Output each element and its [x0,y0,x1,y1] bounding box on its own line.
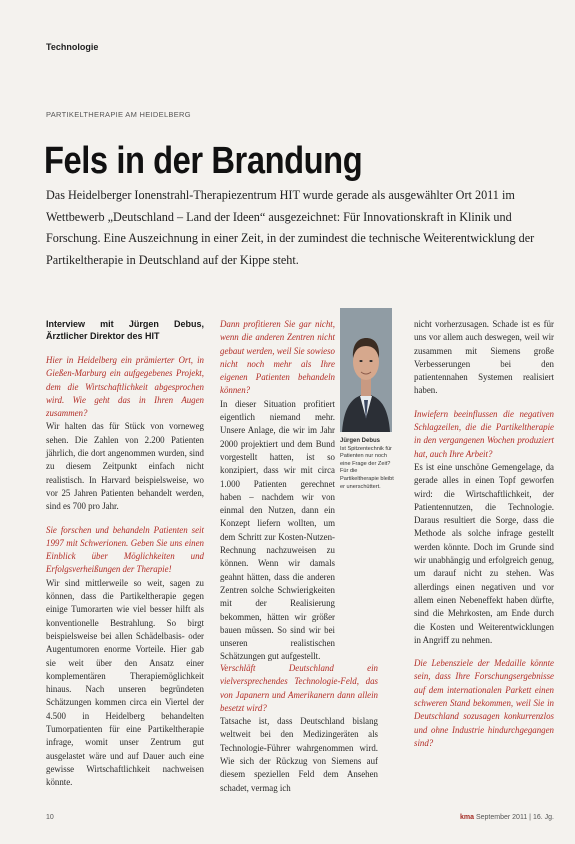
caption-text: Ist Spitzentechnik für Patienten nur noch eine Frage der Zeit? Für die Partikeltherapie bleibt er unerschüttert. [340,445,394,490]
kicker: PARTIKELTHERAPIE AM HEIDELBERG [46,110,191,119]
footer-pub: kma [460,814,475,821]
question-5: Inwiefern beeinflussen die negativen Schlagzeilen, die die Partikeltherapie in den vergangenen Wochen produziert hat, auch Ihre Arbeit? [414,408,554,459]
interview-title: Interview mit Jürgen Debus, Ärztlicher Direktor des HIT [46,319,204,341]
column-2 [220,318,335,664]
portrait-illustration [340,308,392,432]
headline: Fels in der Brandung [44,140,363,182]
page-number: 10 [46,814,54,821]
portrait-photo [340,308,392,432]
column-1 [46,318,204,790]
footer-year: 16. Jg. [532,814,554,821]
footer-sep: | [529,814,531,821]
answer-4: Tatsache ist, dass Deutschland bislang weltweit bei den Medizingeräten als Technologie-Führer wahrgenommen wird. Wie sich der Rückzug von Siemens auf diesem speziellen Feld dem Ansehen schadet, vermag ich [220,716,378,793]
photo-caption [340,438,394,491]
question-2: Sie forschen und behandeln Patienten seit 1997 mit Schwerionen. Geben Sie uns einen Einblick über Möglichkeiten und Erfolgsverheißungen der Therapie! [46,524,204,575]
answer-2: Wir sind mittlerweile so weit, sagen zu können, dass die Partikeltherapie gegen einige Tumorarten wie viel besser hilft als konventionelle Bestrahlung. So birgt beispielsweise bei allen Schädelbasis- oder Augentumoren enorme Vorteile. Hier gab sie weit über den Ansatz einer komplementären Therapiemöglichkeit hinaus. Nach unseren begründeten Schätzungen kommen circa ein Viertel der 4.500 in Heidelberg behandelten Tumorpatienten für eine Partikeltherapie infrage, womit unser Zentrum gut ausgelastet wäre und auf Dauer auch eine gewisse Wirtschaftlichkeit nachweisen könnte. [46,577,204,788]
footer-publication [460,814,554,821]
column-3 [414,318,554,750]
question-3: Dann profitieren Sie gar nicht, wenn die anderen Zentren nicht gebaut werden, weil Sie sowieso nicht noch mehr als Ihre eigenen Patienten behandeln können? [220,319,335,396]
section-label: Technologie [46,42,99,52]
column-2-bottom [220,662,378,795]
question-6: Die Lebensziele der Medaille könnte sein, dass Ihre Forschungsergebnisse auf dem internationalen Parkett einen schweren Stand bekommen, weil Sie in Deutschland sozusagen konkurrenzlos und ohne Industrie hindurchgegangen sind? [414,658,554,748]
answer-4-continued: nicht vorherzusagen. Schade ist es für uns vor allem auch deswegen, weil wir zusammen mit Siemens große Verbesserungen bei den patientennahen Systemen realisiert haben. [414,319,554,396]
footer-issue: September 2011 [475,814,528,821]
answer-3: In dieser Situation profitiert eigentlich niemand mehr. Unsere Anlage, die wir im Jahr 2000 projektiert und dem Bund vorgestellt hatten, ist so konzipiert, dass wir mit circa 1.000 Patienten gerechnet haben – nachdem wir von einmal den Nutzen, dann ein Konzept liefern wollten, um dem Schritt zur Kosten-Nutzen-Rechnung nachzuweisen zu können. Wenn wir damals geahnt hätten, dass die anderen Zentren solche Schwierigkeiten mit der Realisierung bekommen, hätten wir größer bauen müssen. So sind wir bei unseren realistischen Schätzungen gut aufgestellt. [220,398,335,662]
answer-5: Es ist eine unschöne Gemengelage, da gerade alles in einen Topf geworfen wird: die Wirtschaftlichkeit, der Patientennutzen, die Technologie. Daraus resultiert die Sorge, dass die Methode als solche infrage gestellt werden könnte. Doch im Grunde sind wir unabhängig und erfolgreich genug, um darauf nicht zu stehen. Was allerdings einen negativen und vor allem einen Nebeneffekt haben dürfte, sind die Mehrkosten, am Ende durch die Kosten und Weiterentwicklungen in Angriff zu nehmen. [414,461,554,645]
answer-1: Wir halten das für Stück von vorneweg sehen. Die Zahlen von 2.200 Patienten jährlich, die dort angenommen wurden, sind zu diesem Zeitpunkt einfach nicht realistisch. In Harvard beispielsweise, wo vor 25 Jahren Patienten behandelt werden, sind es 700 pro Jahr. [46,421,204,512]
lead-paragraph: Das Heidelberger Ionenstrahl-Therapiezentrum HIT wurde gerade als ausgewählter Ort 2011 im Wettbewerb „Deutschland – Land der Ideen“ ausgezeichnet: Für Innovationskraft in Klinik und Forschung. Eine Auszeichnung in einer Zeit, in der zumindest die technische Weiterentwicklung der Partikeltherapie in Deutschland auf der Kippe steht. [46,188,535,267]
question-1: Hier in Heidelberg ein prämierter Ort, in Gießen-Marburg ein aufgegebenes Projekt, dem die Wirtschaftlichkeit abgesprochen wird. Wie geht das in Ihren Augen zusammen? [46,355,204,419]
caption-name: Jürgen Debus [340,438,381,444]
question-4: Verschläft Deutschland ein vielversprechendes Technologie-Feld, das von Japanern und Amerikanern dann allein besetzt wird? [220,663,378,713]
